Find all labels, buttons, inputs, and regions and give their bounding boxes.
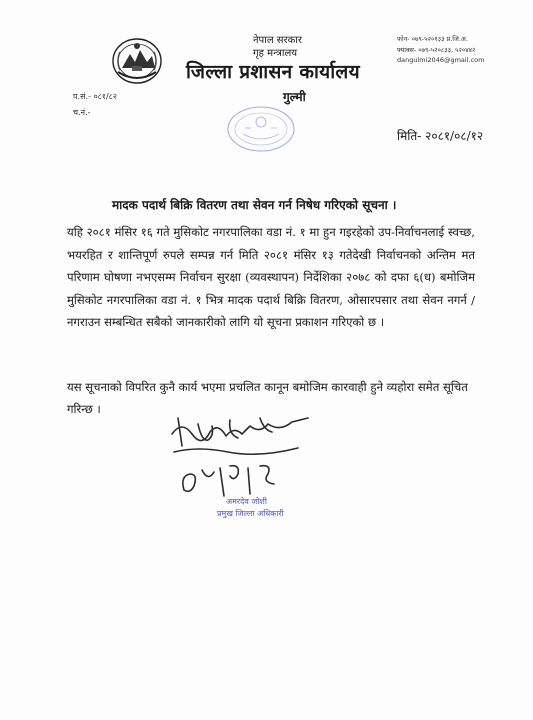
fax-number: फ्याक्स- ०७९-५२०८३३, ५२०४४२: [397, 46, 476, 54]
email-address: dangulmi2046@gmail.com: [397, 56, 485, 64]
notice-body-paragraph-1: यहि २०८१ मंसिर १६ गते मुसिकोट नगरपालिका वडा नं. १ मा हुन गइरहेको उप-निर्वाचनलाई स्वच्छ, भयरहित र शान्तिपूर्ण रुपले सम्पन्न गर्न मिति २०८१ मंसिर १३ गतेदेखी निर्वाचनको अन्तिम मत परिणाम घोषणा नभएसम्म निर्वाचन सुरक्षा (व्यवस्थापन) निर्देशिका २०७८ को दफा ६(ध) बमोजिम मुसिकोट नगरपालिका वडा नं. १ भित्र मादक पदार्थ बिक्रि वितरण, ओसारपसार तथा सेवन नगर्न / नगराउन सम्बन्धित सबैको जानकारीको लागि यो सूचना प्रकाशन गरिएको छ ।: [67, 225, 475, 330]
signatory-name: अमरदेव जोशी: [226, 497, 267, 506]
notice-body-paragraph-2: यस सूचनाको विपरित कुनै कार्य भएमा प्रचलित कानून बमोजिम कारवाही हुने व्यहोरा समेत सूचित गरिन्छ ।: [67, 380, 468, 416]
ministry-name: गृह मन्त्रालय: [253, 48, 298, 59]
signatory-title: प्रमुख जिल्ला अधिकारी: [217, 509, 284, 518]
district-name: गुल्मी: [283, 90, 306, 104]
notice-date: मिति- २०८१/०८/१२: [397, 129, 484, 143]
government-name: नेपाल सरकार: [253, 35, 302, 46]
handwritten-signature: [168, 412, 318, 500]
nepal-emblem-icon: [110, 36, 164, 86]
phone-number: फोन- ०७९-५२०१३३ प्र.जि.अ.: [397, 35, 468, 43]
dispatch-number: च.नं.-: [73, 108, 91, 117]
office-title: जिल्ला प्रशासन कार्यालय: [186, 61, 360, 83]
office-stamp-icon: [225, 104, 297, 154]
fiscal-year-ref: प.सं.- ०८१/८२: [73, 92, 117, 101]
notice-subject: मादक पदार्थ बिक्रि वितरण तथा सेवन गर्न निषेध गरिएको सूचना ।: [112, 198, 397, 212]
